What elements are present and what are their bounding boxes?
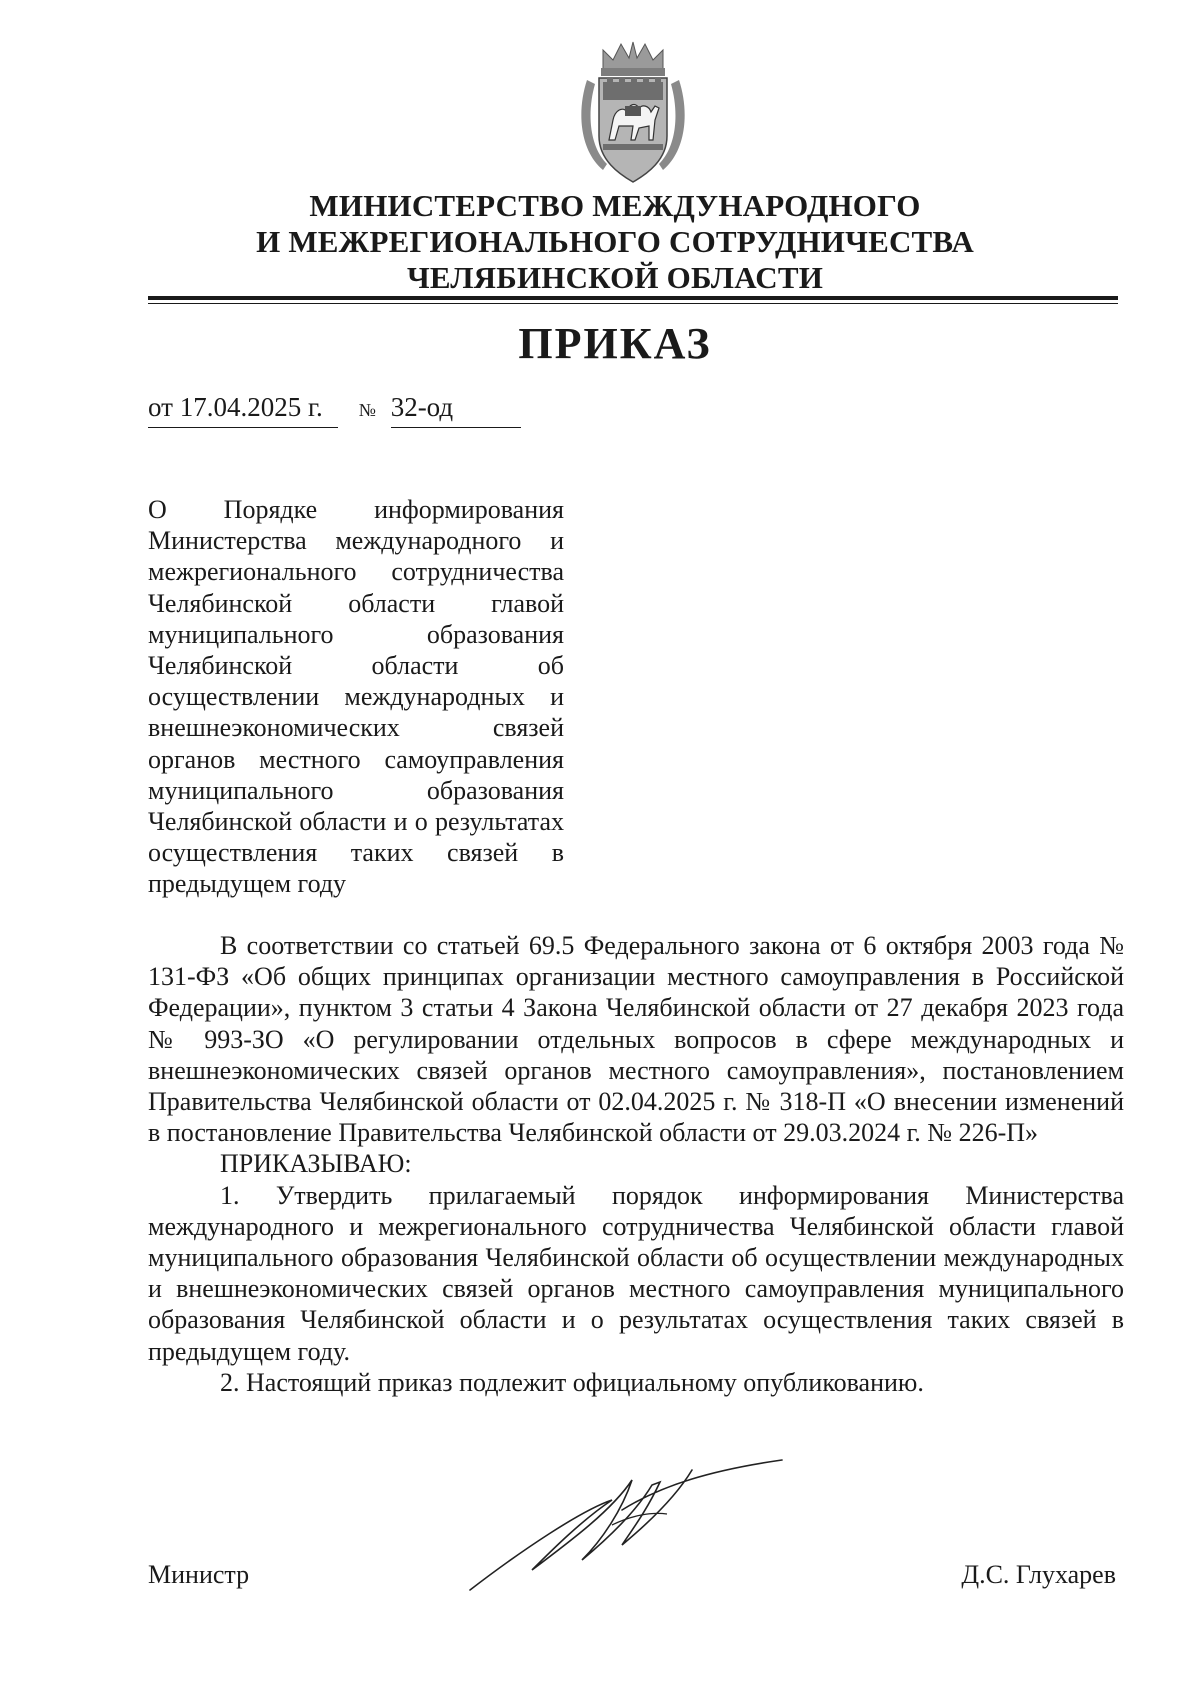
document-number: 32-од [391,392,521,428]
signatory-role: Министр [148,1560,250,1589]
chelyabinsk-coat-of-arms-icon [573,40,693,186]
ministry-name-line-3: ЧЕЛЯБИНСКОЙ ОБЛАСТИ [406,260,824,295]
document-title: ПРИКАЗ [518,319,712,368]
document-body [148,930,1124,1398]
order-item-2: 2. Настоящий приказ подлежит официальному опубликованию. [220,1367,924,1397]
ministry-name-line-2: И МЕЖРЕГИОНАЛЬНОГО СОТРУДНИЧЕСТВА [256,224,974,259]
number-sign: № [358,400,376,420]
header-divider-thin [148,303,1118,304]
order-word: ПРИКАЗЫВАЮ: [220,1149,412,1179]
document-subject: О Порядке информирования Министерства международного и межрегионального сотрудничества Челябинской области главой муниципального образования Челябинской области об осуществлении международных и внешнеэкономических связей органов местного самоуправления муниципального образования Челябинской области и о результатах осуществления таких связей в предыдущем году [148,495,564,899]
document-date: от 17.04.2025 г. [148,392,338,428]
document-dateline [148,392,521,428]
header-divider-thick [148,296,1118,300]
preamble-paragraph: В соответствии со статьей 69.5 Федерального закона от 6 октября 2003 года № 131-ФЗ «Об общих принципах организации местного самоуправления в Российской Федерации», пунктом 3 статьи 4 Закона Челябинской области от 27 декабря 2023 года № 993-ЗО «О регулировании отдельных вопросов в сфере международных и внешнеэкономических связей органов местного самоуправления», постановлением Правительства Челябинской области от 02.04.2025 г. № 318-П «О внесении изменений в постановление Правительства Челябинской области от 29.03.2024 г. № 226-П» [148,931,1124,1148]
handwritten-signature-icon [462,1440,792,1600]
ministry-name [150,188,1080,296]
signatory-name: Д.С. Глухарев [961,1560,1116,1589]
order-item-1: 1. Утвердить прилагаемый порядок информирования Министерства международного и межрегионального сотрудничества Челябинской области главой муниципального образования Челябинской области об осуществлении международных и внешнеэкономических связей органов местного самоуправления муниципального образования Челябинской области и о результатах осуществления таких связей в предыдущем году. [148,1180,1124,1366]
ministry-name-line-1: МИНИСТЕРСТВО МЕЖДУНАРОДНОГО [309,188,921,223]
